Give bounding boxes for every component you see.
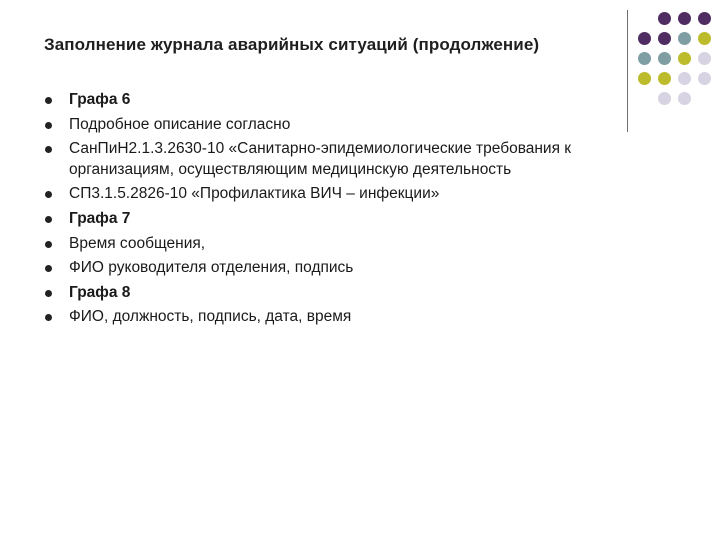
decorative-dot-icon [698,12,711,25]
bullet-item [44,234,674,255]
bullet-item [44,115,674,136]
decorative-dot-icon [678,72,691,85]
bullet-text: Графа 8 [69,283,131,301]
bullet-dot-icon [45,97,52,104]
bullet-dot-icon [45,314,52,321]
bullet-dot-icon [45,146,52,153]
decorative-dot-icon [658,52,671,65]
bullet-text: СП3.1.5.2826-10 «Профилактика ВИЧ – инфекции» [69,185,440,203]
bullet-dot-icon [45,122,52,129]
decorative-dot-icon [678,32,691,45]
bullet-dot-icon [45,290,52,297]
bullet-text: ФИО, должность, подпись, дата, время [69,308,352,326]
decorative-dot-icon [658,32,671,45]
decorative-dot-icon [698,72,711,85]
bullet-dot-icon [45,265,52,272]
decorative-dot-icon [698,32,711,45]
bullet-text: СанПиН2.1.3.2630-10 «Санитарно-эпидемиологические требования к организациям, осуществляющим медицинскую деятельность [69,140,572,178]
decorative-dot-icon [638,72,651,85]
bullet-text: Графа 6 [69,91,131,108]
decorative-dot-icon [678,92,691,105]
decorative-dot-icon [678,12,691,25]
bullet-dot-icon [45,241,52,248]
bullet-text: Графа 7 [69,209,131,227]
decorative-dot-icon [638,52,651,65]
bullet-item [44,184,674,205]
slide-title: Заполнение журнала аварийных ситуаций (продолжение) [44,35,540,54]
bullet-dot-icon [45,216,52,223]
bullet-text: Подробное описание согласно [69,115,291,133]
bullet-item [44,139,674,180]
bullet-text: Время сообщения, [69,234,206,252]
bullet-dot-icon [45,191,52,198]
bullet-item [44,283,674,304]
bullet-text: ФИО руководителя отделения, подпись [69,259,354,277]
decorative-dot-icon [638,32,651,45]
bullet-item [44,90,674,111]
decorative-dot-icon [698,52,711,65]
bullet-item [44,307,674,328]
bullet-item [44,258,674,279]
decorative-dot-icon [658,72,671,85]
decorative-dot-icon [658,12,671,25]
bullet-item [44,209,674,230]
bullet-list [44,90,674,332]
decorative-dot-icon [678,52,691,65]
